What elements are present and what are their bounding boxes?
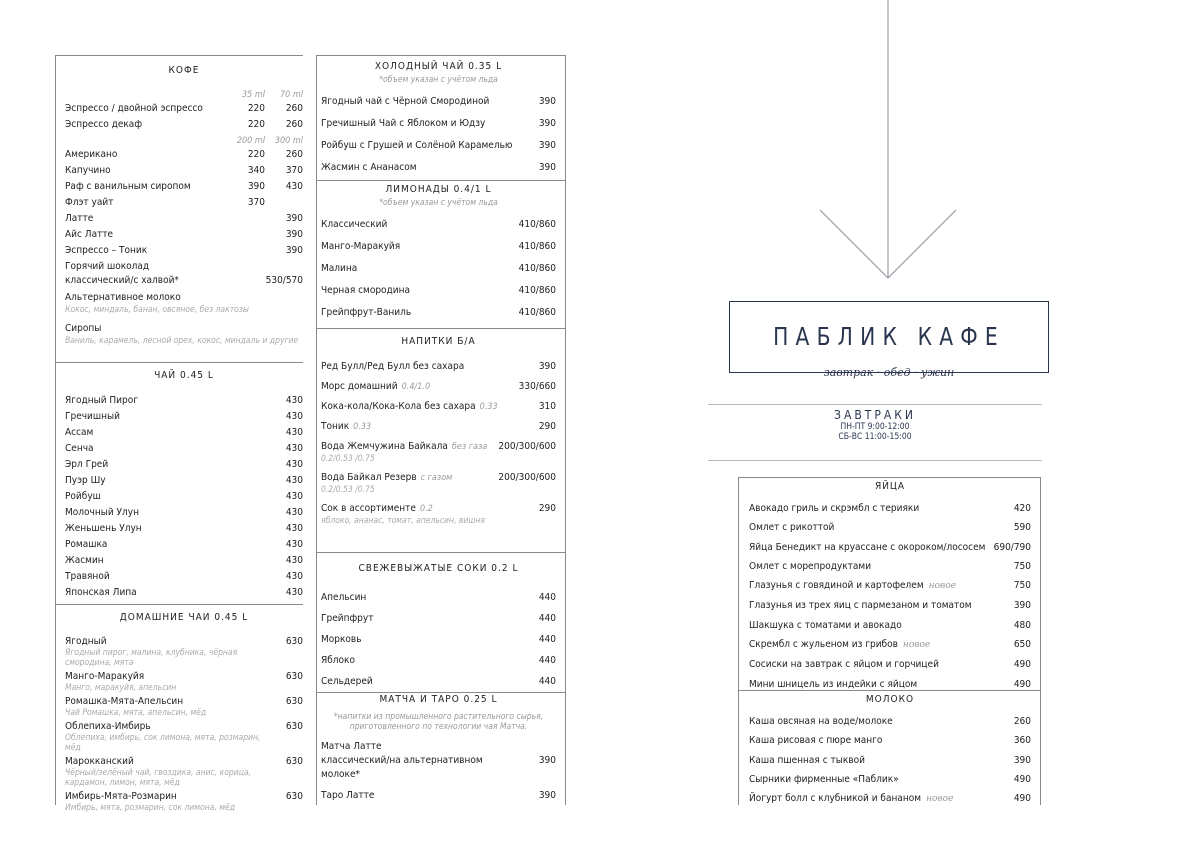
menu-item	[749, 518, 1031, 537]
menu-item	[65, 720, 303, 753]
item-price: 430	[285, 181, 303, 192]
menu-item	[321, 420, 556, 434]
item-name: Ройбуш с Грушей и Солёной Карамелью	[321, 140, 513, 151]
new-badge: новое	[926, 794, 954, 805]
item-description: 0.2/0.53 /0.75	[321, 454, 375, 464]
soft-drinks-section	[321, 334, 556, 533]
item-name: Сенча	[65, 443, 94, 454]
menu-item	[321, 135, 556, 157]
item-price: 430	[285, 523, 303, 534]
divider	[317, 180, 565, 181]
new-badge: новое	[928, 581, 956, 592]
menu-item	[749, 751, 1031, 770]
menu-item	[321, 400, 556, 414]
item-price: 390	[538, 118, 556, 129]
item-name: Скрембл с жульеном из грибов	[749, 639, 898, 651]
item-price: 390	[1013, 754, 1031, 766]
item-name: Грейпфрут-Ваниль	[321, 307, 412, 318]
item-price: 390	[285, 245, 303, 256]
item-price: 630	[285, 721, 303, 732]
item-name: Раф с ванильным сиропом	[65, 181, 191, 192]
item-description: 0.2/0.53 /0.75	[321, 485, 375, 495]
menu-item	[321, 440, 556, 465]
item-volume: 0.4/1.0	[401, 382, 431, 392]
section-title: ХОЛОДНЫЙ ЧАЙ 0.35 L	[374, 61, 503, 72]
item-price: 440	[538, 676, 556, 687]
item-name: Облепиха-Имбирь	[65, 721, 151, 732]
menu-item	[65, 101, 303, 117]
menu-item	[65, 473, 303, 489]
section-title: ЛИМОНАДЫ 0.4/1 L	[385, 184, 492, 195]
divider	[56, 362, 303, 363]
item-name: Женьшень Улун	[65, 523, 142, 534]
item-description: Манго, маракуйя, апельсин	[65, 683, 177, 693]
menu-item	[65, 147, 303, 163]
item-price: 650	[1013, 639, 1031, 651]
item-name: Шакшука с томатами и авокадо	[749, 619, 902, 631]
item-price: 630	[285, 671, 303, 682]
menu-item	[65, 211, 303, 227]
item-name: Яйца Бенедикт на круассане с окороком/лососем	[749, 541, 986, 553]
divider	[317, 55, 565, 56]
menu-item	[65, 179, 303, 195]
item-price: 410/860	[518, 263, 556, 274]
item-name: Мини шницель из индейки с яйцом	[749, 678, 918, 690]
item-name: Марокканский	[65, 756, 134, 767]
menu-item	[65, 457, 303, 473]
coffee-section: КОФЕ 35 ml 70 ml Эспрессо / двойной эспрессо 220 260 Эспрессо декаф 220 260 200 ml 300 ml Американо 220 260 Капучино 340 370 Раф с ванильным сиропом 390 430 Флэт уайт 370 Латте 390 Айс Латте 390 Эспрессо – Тоник 390 Горячий шоколад классический/с халвой* 530/570 Альтернативное молоко Кокос, миндаль, банан, овсяное, без лактозы Сиропы Ваниль, карамель, лесной орех, кокос, миндаль и другие	[65, 65, 303, 346]
item-price: 420	[1013, 503, 1031, 514]
item-description: Чай Ромашка, мята, апельсин, мёд	[65, 708, 207, 718]
menu-item	[65, 505, 303, 521]
item-name: Ромашка-Мята-Апельсин	[65, 696, 184, 707]
item-price: 440	[538, 592, 556, 603]
item-price: 630	[285, 696, 303, 707]
item-name: Сельдерей	[321, 676, 373, 687]
menu-item	[321, 113, 556, 135]
item-price: 430	[285, 491, 303, 502]
item-name: Сосиски на завтрак с яйцом и горчицей	[749, 659, 939, 671]
divider	[708, 460, 1042, 461]
item-name: Ягодный Пирог	[65, 395, 138, 406]
item-name: Жасмин	[65, 555, 104, 566]
item-volume: 0.33	[353, 422, 372, 432]
item-name: Йогурт болл с клубникой и бананом	[749, 793, 922, 805]
menu-item	[65, 425, 303, 441]
item-price: 200/300/600	[498, 441, 556, 452]
item-name: Каша пшенная с тыквой	[749, 754, 865, 766]
menu-item	[65, 227, 303, 243]
column-rule	[738, 477, 739, 805]
item-name: Манго-Маракуйя	[321, 241, 401, 252]
item-name: Имбирь-Мята-Розмарин	[65, 791, 177, 802]
item-description: Имбирь, мята, розмарин, сок лимона, мёд	[65, 803, 236, 813]
item-price: 390	[538, 140, 556, 151]
juices-section	[321, 561, 556, 692]
tagline: завтрак · обед · ужин	[823, 366, 955, 379]
logo-box	[729, 301, 1049, 373]
item-name: Черная смородина	[321, 285, 410, 296]
item-name: Яблоко	[321, 655, 355, 666]
item-price: 430	[285, 539, 303, 550]
item-price: 440	[538, 613, 556, 624]
menu-item	[749, 499, 1031, 518]
menu-item	[65, 755, 303, 788]
divider	[708, 404, 1042, 405]
item-name: Гречишный	[65, 411, 120, 422]
menu-item	[321, 380, 556, 394]
item-price: 430	[285, 443, 303, 454]
item-price: 430	[285, 427, 303, 438]
menu-item	[321, 280, 556, 302]
item-price: 260	[285, 119, 303, 130]
divider	[317, 328, 565, 329]
item-name: Кока-кола/Кока-Кола без сахара	[321, 401, 476, 412]
item-price: 410/860	[518, 219, 556, 230]
menu-item	[65, 409, 303, 425]
menu-item	[321, 671, 556, 692]
item-name: Эспрессо – Тоник	[65, 245, 148, 256]
item-name: Ассам	[65, 427, 94, 438]
item-price: 390	[538, 162, 556, 173]
item-price: 390	[285, 229, 303, 240]
item-name: Латте	[65, 213, 94, 224]
menu-item	[65, 537, 303, 553]
menu-item	[749, 655, 1031, 674]
item-description: Облепиха, имбирь, сок лимона, мята, розмарин, мёд	[65, 733, 261, 753]
item-price: 220	[247, 149, 265, 160]
item-description: Чёрный/зелёный чай, гвоздика, анис, корица, кардамон, лимон, мята, мёд	[65, 768, 252, 788]
item-price: 750	[1013, 560, 1031, 572]
item-price: 410/860	[518, 285, 556, 296]
item-price: 430	[285, 587, 303, 598]
section-title: КОФЕ	[168, 65, 200, 76]
item-name: Ройбуш	[65, 491, 101, 502]
menu-item: Горячий шоколад классический/с халвой* 530/570	[65, 261, 303, 286]
milk-section	[749, 692, 1031, 809]
item-price: 490	[1013, 793, 1031, 805]
divider	[739, 477, 1040, 478]
item-price: 260	[285, 103, 303, 114]
item-price: 200/300/600	[498, 472, 556, 483]
item-name: Эрл Грей	[65, 459, 109, 470]
item-name: Травяной	[65, 571, 110, 582]
item-name: Эспрессо декаф	[65, 119, 143, 130]
item-price: 490	[1013, 773, 1031, 785]
menu-item	[65, 489, 303, 505]
item-description: яблоко, ананас, томат, апельсин, вишня	[321, 516, 485, 526]
menu-item	[321, 587, 556, 608]
item-name: Тоник	[321, 421, 350, 432]
item-name: Айс Латте	[65, 229, 114, 240]
home-tea-section	[65, 610, 303, 815]
menu-item	[321, 360, 556, 374]
item-volume: с газом	[420, 473, 453, 483]
menu-item	[321, 471, 556, 496]
column-rule	[55, 55, 56, 805]
item-price: 440	[538, 634, 556, 645]
item-price: 430	[285, 507, 303, 518]
menu-item	[321, 608, 556, 629]
menu-item	[321, 629, 556, 650]
item-price: 750	[1013, 580, 1031, 592]
item-price: 430	[285, 555, 303, 566]
section-title: СВЕЖЕВЫЖАТЫЕ СОКИ 0.2 L	[358, 563, 519, 574]
menu-item	[321, 302, 556, 324]
item-name: Апельсин	[321, 592, 367, 603]
menu-item	[65, 670, 303, 693]
divider	[56, 55, 303, 56]
menu-item	[749, 538, 1031, 557]
item-name: Малина	[321, 263, 358, 274]
divider	[56, 604, 303, 605]
menu-item: Таро Латте 390	[321, 790, 556, 801]
item-price: 490	[1013, 659, 1031, 671]
item-name: Японская Липа	[65, 587, 137, 598]
item-price: 630	[285, 791, 303, 802]
menu-item	[65, 585, 303, 601]
item-name: Манго-Маракуйя	[65, 671, 145, 682]
item-price: 390	[247, 181, 265, 192]
item-name: Каша овсяная на воде/молоке	[749, 716, 893, 727]
item-name: Молочный Улун	[65, 507, 139, 518]
item-name: Морс домашний	[321, 381, 398, 392]
item-price: 440	[538, 655, 556, 666]
item-price: 630	[285, 636, 303, 647]
item-price: 260	[1013, 716, 1031, 727]
menu-item	[321, 214, 556, 236]
item-price: 690/790	[993, 541, 1031, 553]
item-price: 220	[247, 119, 265, 130]
menu-item	[749, 616, 1031, 635]
item-price: 290	[538, 421, 556, 432]
menu-item	[65, 393, 303, 409]
section-title: ДОМАШНИЕ ЧАИ 0.45 L	[119, 612, 249, 623]
menu-item	[65, 163, 303, 179]
menu-item	[749, 731, 1031, 750]
item-price: 490	[1013, 678, 1031, 690]
item-price: 290	[538, 503, 556, 514]
menu-item	[65, 695, 303, 718]
item-name: Жасмин с Ананасом	[321, 162, 417, 173]
menu-item	[65, 243, 303, 259]
menu-item	[749, 576, 1031, 596]
item-description: Ягодный пирог, малина, клубника, чёрная смородина, мята	[65, 648, 238, 668]
item-price: 430	[285, 571, 303, 582]
menu-item	[65, 195, 303, 211]
item-name: Сок в ассортименте	[321, 503, 416, 514]
item-price: 430	[285, 459, 303, 470]
eggs-section	[749, 479, 1031, 694]
item-price: 220	[247, 103, 265, 114]
item-volume: без газа	[451, 442, 488, 452]
menu-item	[749, 712, 1031, 731]
item-price: 390	[538, 96, 556, 107]
item-name: Вода Байкал Резерв	[321, 472, 417, 483]
item-price: 360	[1013, 735, 1031, 747]
menu-item	[65, 521, 303, 537]
item-name: Капучино	[65, 165, 111, 176]
item-name: Пуэр Шу	[65, 475, 106, 486]
item-name: Ягодный чай с Чёрной Смородиной	[321, 96, 490, 107]
menu-item	[749, 557, 1031, 576]
item-name: Глазунья с говядиной и картофелем	[749, 580, 924, 592]
menu-item	[65, 635, 303, 668]
item-name: Авокадо гриль и скрэмбл с терияки	[749, 503, 920, 514]
divider	[317, 552, 565, 553]
cold-tea-section: ХОЛОДНЫЙ ЧАЙ 0.35 L *объем указан с учётом льда Ягодный чай с Чёрной Смородиной 390 Гречишный Чай с Яблоком и Юдзу 390 Ройбуш с Грушей и Солёной Карамелью 390 Жасмин с Ананасом 390	[321, 59, 556, 179]
section-title: МОЛОКО	[865, 694, 915, 705]
item-name: Вода Жемчужина Байкала	[321, 441, 448, 452]
menu-item	[65, 117, 303, 133]
cafe-name: ПАБЛИК КАФЕ	[773, 322, 1005, 351]
item-name: Каша рисовая с пюре манго	[749, 735, 883, 747]
item-name: Глазунья из трех яиц с пармезаном и томатом	[749, 600, 972, 612]
item-name: Флэт уайт	[65, 197, 114, 208]
new-badge: новое	[902, 640, 931, 651]
item-name: Ромашка	[65, 539, 108, 550]
menu-item	[65, 569, 303, 585]
tea-section	[65, 368, 303, 601]
item-price: 630	[285, 756, 303, 767]
item-name: Грейпфрут	[321, 613, 374, 624]
section-title: МАТЧА И ТАРО 0.25 L	[379, 694, 498, 705]
matcha-section: МАТЧА И ТАРО 0.25 L *напитки из промышленного растительного сырья, приготовленного по технологии чая Матча. Матча Латте классический/на альтернативном 390 молоке* Таро Латте 390	[321, 692, 556, 804]
item-volume: 0.2	[419, 504, 433, 514]
item-price: 330/660	[518, 381, 556, 392]
menu-item: Альтернативное молоко Кокос, миндаль, банан, овсяное, без лактозы	[65, 292, 249, 315]
arrow-down-icon	[810, 0, 970, 285]
menu-item: Матча Латте классический/на альтернативном 390 молоке*	[321, 741, 556, 780]
item-name: Гречишный Чай с Яблоком и Юдзу	[321, 118, 486, 129]
menu-item	[321, 236, 556, 258]
item-price: 390	[285, 213, 303, 224]
item-name: Омлет с рикоттой	[749, 522, 835, 534]
item-price: 260	[285, 149, 303, 160]
item-price: 430	[285, 475, 303, 486]
menu-item	[749, 789, 1031, 809]
item-price: 390	[1013, 600, 1031, 612]
menu-item	[749, 596, 1031, 615]
item-price: 590	[1013, 522, 1031, 534]
column-rule	[565, 55, 566, 805]
item-price: 310	[538, 401, 556, 412]
section-title: ЧАЙ 0.45 L	[154, 370, 214, 381]
item-name: Сырники фирменные «Паблик»	[749, 773, 899, 785]
item-price: 480	[1013, 619, 1031, 631]
item-name: Эспрессо / двойной эспрессо	[65, 103, 203, 114]
item-price: 410/860	[518, 307, 556, 318]
item-price: 430	[285, 411, 303, 422]
menu-item: Сиропы Ваниль, карамель, лесной орех, кокос, миндаль и другие	[65, 323, 299, 346]
menu-item	[321, 91, 556, 113]
item-volume: 0.33	[479, 402, 498, 412]
lemonades-section: ЛИМОНАДЫ 0.4/1 L *объем указан с учётом льда Классический 410/860 Манго-Маракуйя 410/860 Малина 410/860 Черная смородина 410/860 Грейпфрут-Ваниль 410/860	[321, 182, 556, 324]
menu-item	[321, 157, 556, 179]
item-name: Омлет с морепродуктами	[749, 560, 872, 572]
item-name: Ред Булл/Ред Булл без сахара	[321, 361, 465, 372]
item-name: Морковь	[321, 634, 362, 645]
divider	[739, 690, 1040, 691]
item-price: 410/860	[518, 241, 556, 252]
item-price: 430	[285, 395, 303, 406]
breakfast-header: ЗАВТРАКИ ПН-ПТ 9:00-12:00 СБ-ВС 11:00-15:00	[834, 408, 916, 442]
item-price: 370	[285, 165, 303, 176]
item-price: 370	[247, 197, 265, 208]
menu-item	[749, 635, 1031, 655]
item-price: 390	[538, 361, 556, 372]
item-name: Американо	[65, 149, 118, 160]
menu-item	[65, 790, 303, 813]
item-name: Ягодный	[65, 636, 107, 647]
section-title: НАПИТКИ Б/А	[401, 336, 476, 347]
menu-item	[321, 258, 556, 280]
column-rule	[1040, 477, 1041, 805]
menu-item	[65, 553, 303, 569]
section-title: ЯЙЦА	[874, 481, 906, 492]
item-name: Классический	[321, 219, 388, 230]
menu-item	[321, 650, 556, 671]
menu-item	[65, 441, 303, 457]
menu-item	[749, 770, 1031, 789]
item-price: 340	[247, 165, 265, 176]
menu-item	[321, 502, 556, 527]
